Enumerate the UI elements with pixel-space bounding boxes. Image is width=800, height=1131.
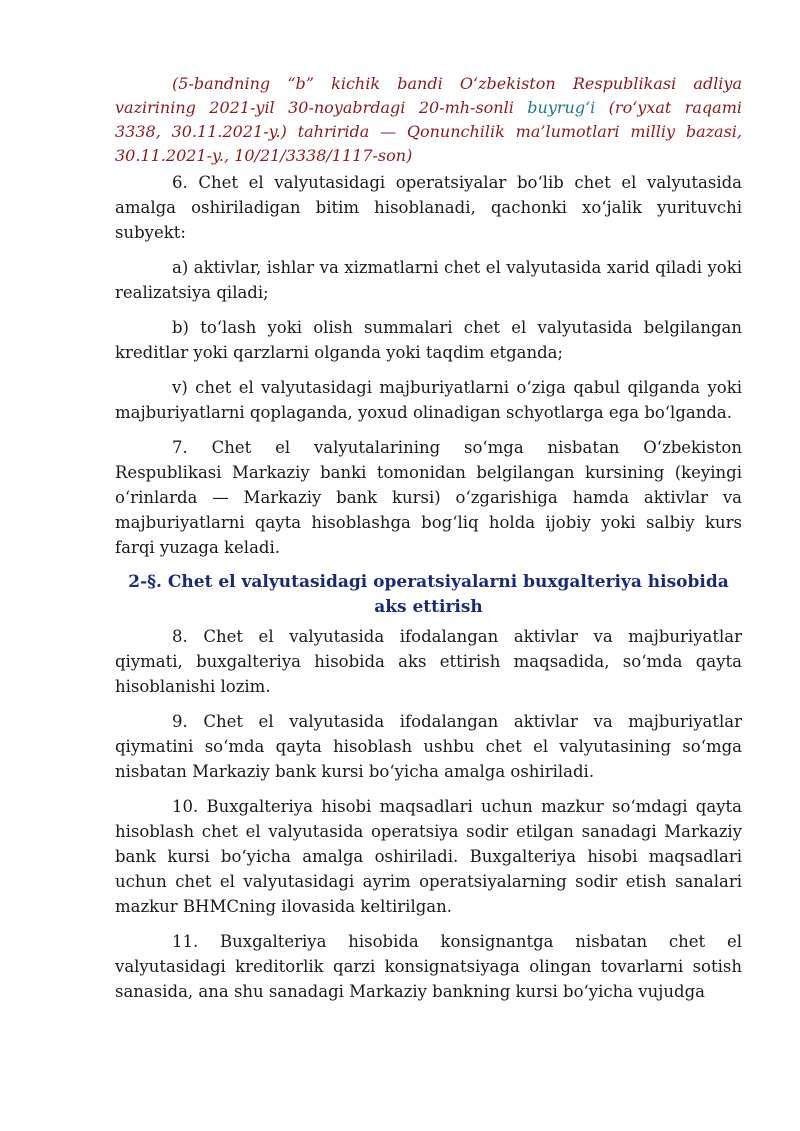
paragraph-6: 6. Chet el valyutasidagi operatsiyalar bo‘lib chet el valyutasida amalga oshiriladigan bitim hisoblanadi, qachonki xo‘jalik yurituvchi subyekt: <box>115 173 742 242</box>
paragraph-6a: a) aktivlar, ishlar va xizmatlarni chet el valyutasida xarid qiladi yoki realizatsiya qiladi; <box>115 258 742 302</box>
paragraph-6b: b) to‘lash yoki olish summalari chet el valyutasida belgilangan kreditlar yoki qarzlarni olganda yoki taqdim etganda; <box>115 318 742 362</box>
amendment-note-prefix: (5-bandning “b” kichik bandi O‘zbekiston Respublikasi adliya vazirining 2021-yil 30-noyabrdagi 20-mh-sonli <box>115 74 742 117</box>
paragraph-10: 10. Buxgalteriya hisobi maqsadlari uchun mazkur so‘mdagi qayta hisoblash chet el valyutasida operatsiya sodir etilgan sanadagi Markaziy bank kursi bo‘yicha amalga oshiriladi. Buxgalteriya hisobi maqsadlari uchun chet el valyutasidagi ayrim operatsiyalarning sodir etish sanalari mazkur BHMCning ilovasida keltirilgan. <box>115 797 742 916</box>
paragraph-11: 11. Buxgalteriya hisobida konsignantga nisbatan chet el valyutasidagi kreditorlik qarzi konsignatsiyaga olingan tovarlarni sotish sanasida, ana shu sanadagi Markaziy bankning kursi bo‘yicha vujudga <box>115 932 742 1001</box>
document-page <box>115 72 742 1014</box>
order-link[interactable]: buyrug‘i <box>527 98 596 117</box>
amendment-note <box>115 72 742 168</box>
section-heading: 2-§. Chet el valyutasidagi operatsiyalarni buxgalteriya hisobida aks ettirish <box>128 572 729 617</box>
amendment-note-suffix: (ro‘yxat raqami 3338, 30.11.2021-y.) tahririda — Qonunchilik ma’lumotlari milliy bazasi, 30.11.2021-y., 10/21/3338/1117-son) <box>115 98 742 165</box>
paragraph-9: 9. Chet el valyutasida ifodalangan aktivlar va majburiyatlar qiymatini so‘mda qayta hisoblash ushbu chet el valyutasining so‘mga nisbatan Markaziy bank kursi bo‘yicha amalga oshiriladi. <box>115 712 742 781</box>
paragraph-7: 7. Chet el valyutalarining so‘mga nisbatan O‘zbekiston Respublikasi Markaziy banki tomonidan belgilangan kursining (keyingi o‘rinlarda — Markaziy bank kursi) o‘zgarishiga hamda aktivlar va majburiyatlarni qayta hisoblashga bog‘liq holda ijobiy yoki salbiy kurs farqi yuzaga keladi. <box>115 438 742 557</box>
paragraph-8: 8. Chet el valyutasida ifodalangan aktivlar va majburiyatlar qiymati, buxgalteriya hisobida aks ettirish maqsadida, so‘mda qayta hisoblanishi lozim. <box>115 627 742 696</box>
paragraph-6v: v) chet el valyutasidagi majburiyatlarni o‘ziga qabul qilganda yoki majburiyatlarni qoplaganda, yoxud olinadigan schyotlarga ega bo‘lganda. <box>115 378 742 422</box>
